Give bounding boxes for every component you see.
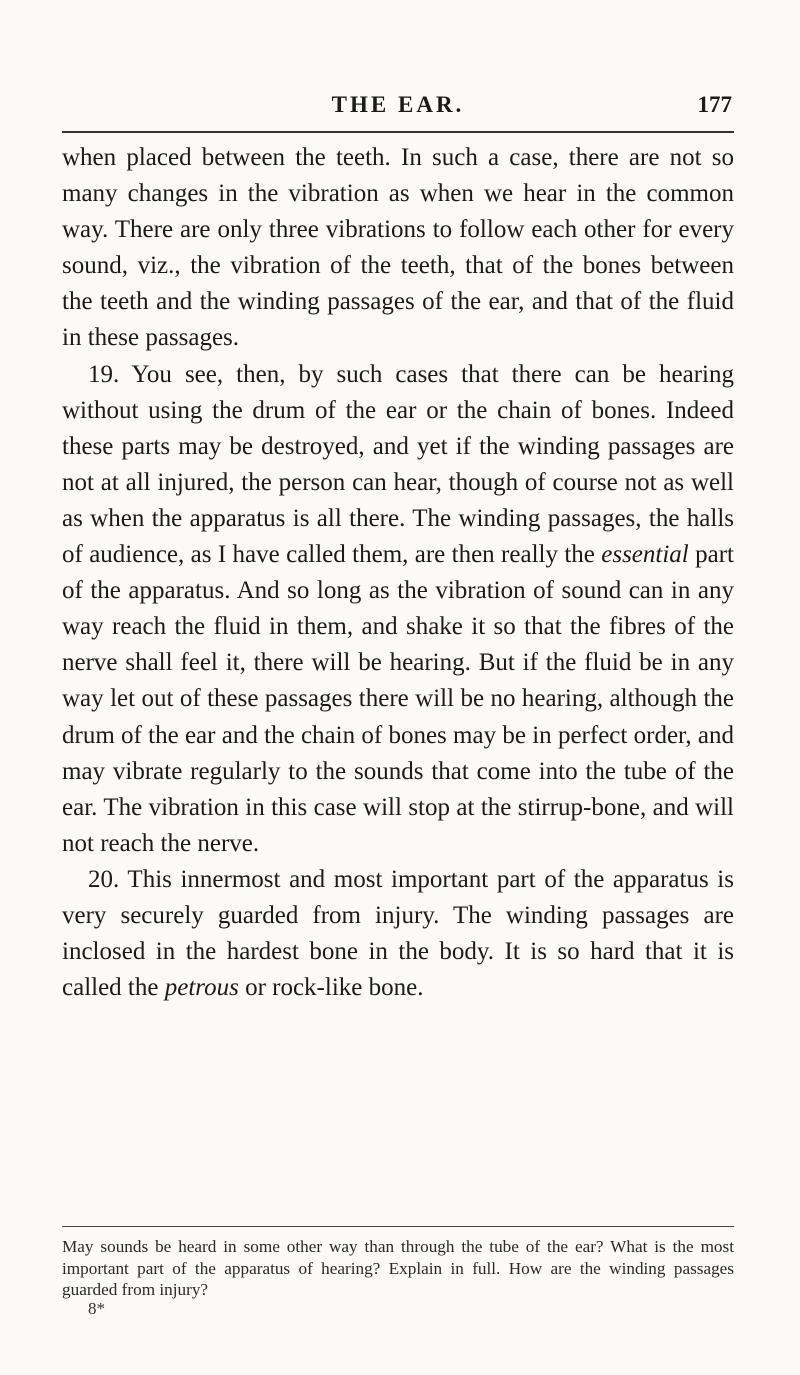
running-title: THE EAR. [331,92,465,117]
paragraph [62,357,734,862]
body-text [62,140,734,1006]
paragraph-number: 19. [88,360,120,388]
italic-term: essential [601,541,689,569]
signature-mark: 8* [88,1299,105,1318]
paragraph [62,862,734,1006]
paragraph [62,140,734,357]
text-run: when placed between the teeth. In such a case, there are not so many changes in the vibration as when we hear in the common way. There are only three vibrations to follow each other for every sound, viz., the vibration of the teeth, that of the bones between the teeth and the winding passages of the ear, and that of the fluid in these passages. [62,144,734,352]
footnote-rule [62,1226,734,1227]
review-questions [62,1236,734,1301]
page-header [62,92,734,128]
paragraph-number: 20. [88,865,120,893]
page-number: 177 [697,92,732,117]
text-run: or rock-like bone. [238,974,424,1002]
questions-text: May sounds be heard in some other way than through the tube of the ear? What is the most important part of the apparatus of hearing? Explain in full. How are the winding passages guarded from injury? [62,1237,734,1299]
text-run: This innermost and most important part of the apparatus is very securely guarded from injury. The winding passages are inclosed in the hardest bone in the body. It is so hard that it is called the [62,865,734,1002]
text-run: part of the apparatus. And so long as the vibration of sound can in any way reach the fluid in them, and shake it so that the fibres of the nerve shall feel it, there will be hearing. But if the fluid be in any way let out of these passages there will be no hearing, although the drum of the ear and the chain of bones may be in perfect order, and may vibrate regularly to the sounds that come into the tube of the ear. The vibration in this case will stop at the stirrup-bone, and will not reach the nerve. [62,541,734,857]
italic-term: petrous [164,974,239,1002]
header-rule [62,131,734,133]
text-run: You see, then, by such cases that there can be hearing without using the drum of the ear or the chain of bones. Indeed these parts may be destroyed, and yet if the winding passages are not at all injured, the person can hear, though of course not as well as when the apparatus is all there. The winding passages, the halls of audience, as I have called them, are then really the [62,360,734,569]
